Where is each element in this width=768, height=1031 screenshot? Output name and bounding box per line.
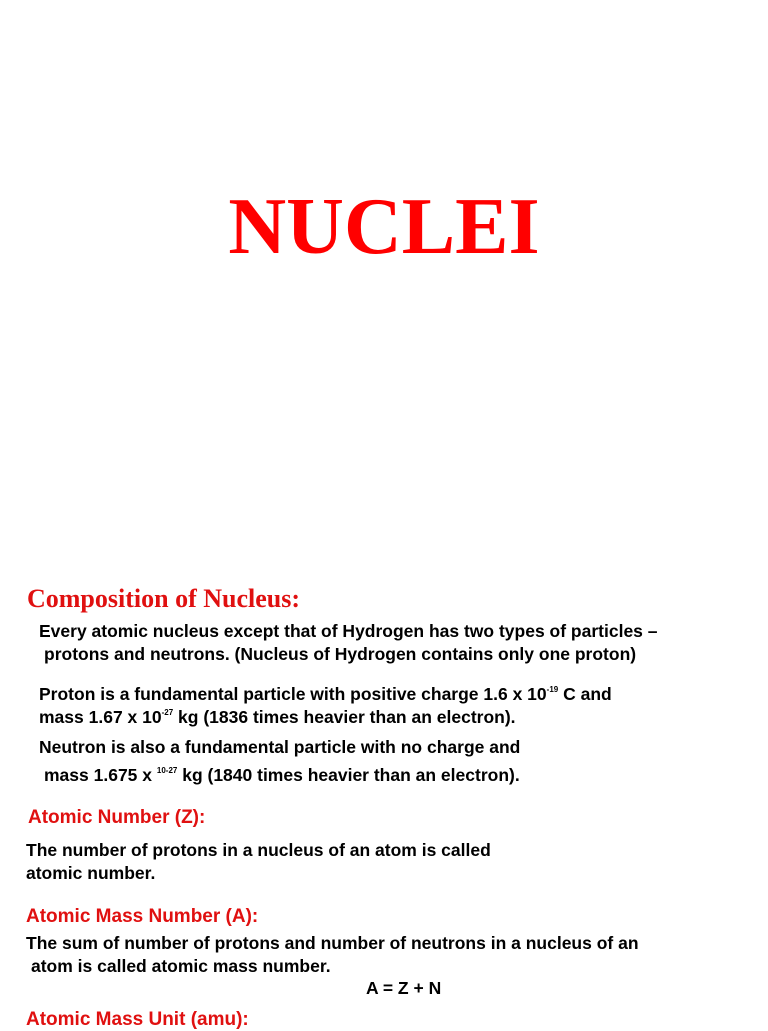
- proton-charge-exponent: -19: [546, 685, 559, 694]
- composition-heading: Composition of Nucleus:: [27, 584, 301, 613]
- mass-number-formula: A = Z + N: [366, 978, 442, 998]
- neutron-mass-exponent: 10-27: [156, 766, 178, 775]
- mass-number-heading: Atomic Mass Number (A):: [26, 906, 259, 927]
- atomic-number-line1: The number of protons in a nucleus of an atom is called: [26, 840, 491, 860]
- proton-mass-exponent: -27: [161, 708, 174, 717]
- composition-para3-line1: Neutron is also a fundamental particle with no charge and: [39, 737, 521, 757]
- composition-para3-line2: [44, 759, 520, 787]
- mass-number-line2: atom is called atomic mass number.: [31, 956, 331, 976]
- composition-para1-line2: protons and neutrons. (Nucleus of Hydrogen contains only one proton): [44, 644, 637, 664]
- proton-charge-text: Proton is a fundamental particle with positive charge 1.6 x 10: [39, 684, 547, 704]
- composition-para1-line1: Every atomic nucleus except that of Hydrogen has two types of particles –: [39, 621, 658, 641]
- proton-charge-unit: C and: [558, 684, 612, 704]
- page-title: NUCLEI: [228, 183, 540, 271]
- proton-mass-rest: kg (1836 times heavier than an electron).: [173, 707, 516, 727]
- neutron-mass-rest: kg (1840 times heavier than an electron).: [177, 765, 520, 785]
- mass-number-line1: The sum of number of protons and number of neutrons in a nucleus of an: [26, 933, 639, 953]
- amu-heading: Atomic Mass Unit (amu):: [26, 1009, 249, 1030]
- composition-para2-line2: [39, 701, 516, 729]
- atomic-number-heading: Atomic Number (Z):: [28, 807, 206, 828]
- proton-mass-text: mass 1.67 x 10: [39, 707, 162, 727]
- neutron-mass-text: mass 1.675 x: [44, 765, 157, 785]
- atomic-number-line2: atomic number.: [26, 863, 156, 883]
